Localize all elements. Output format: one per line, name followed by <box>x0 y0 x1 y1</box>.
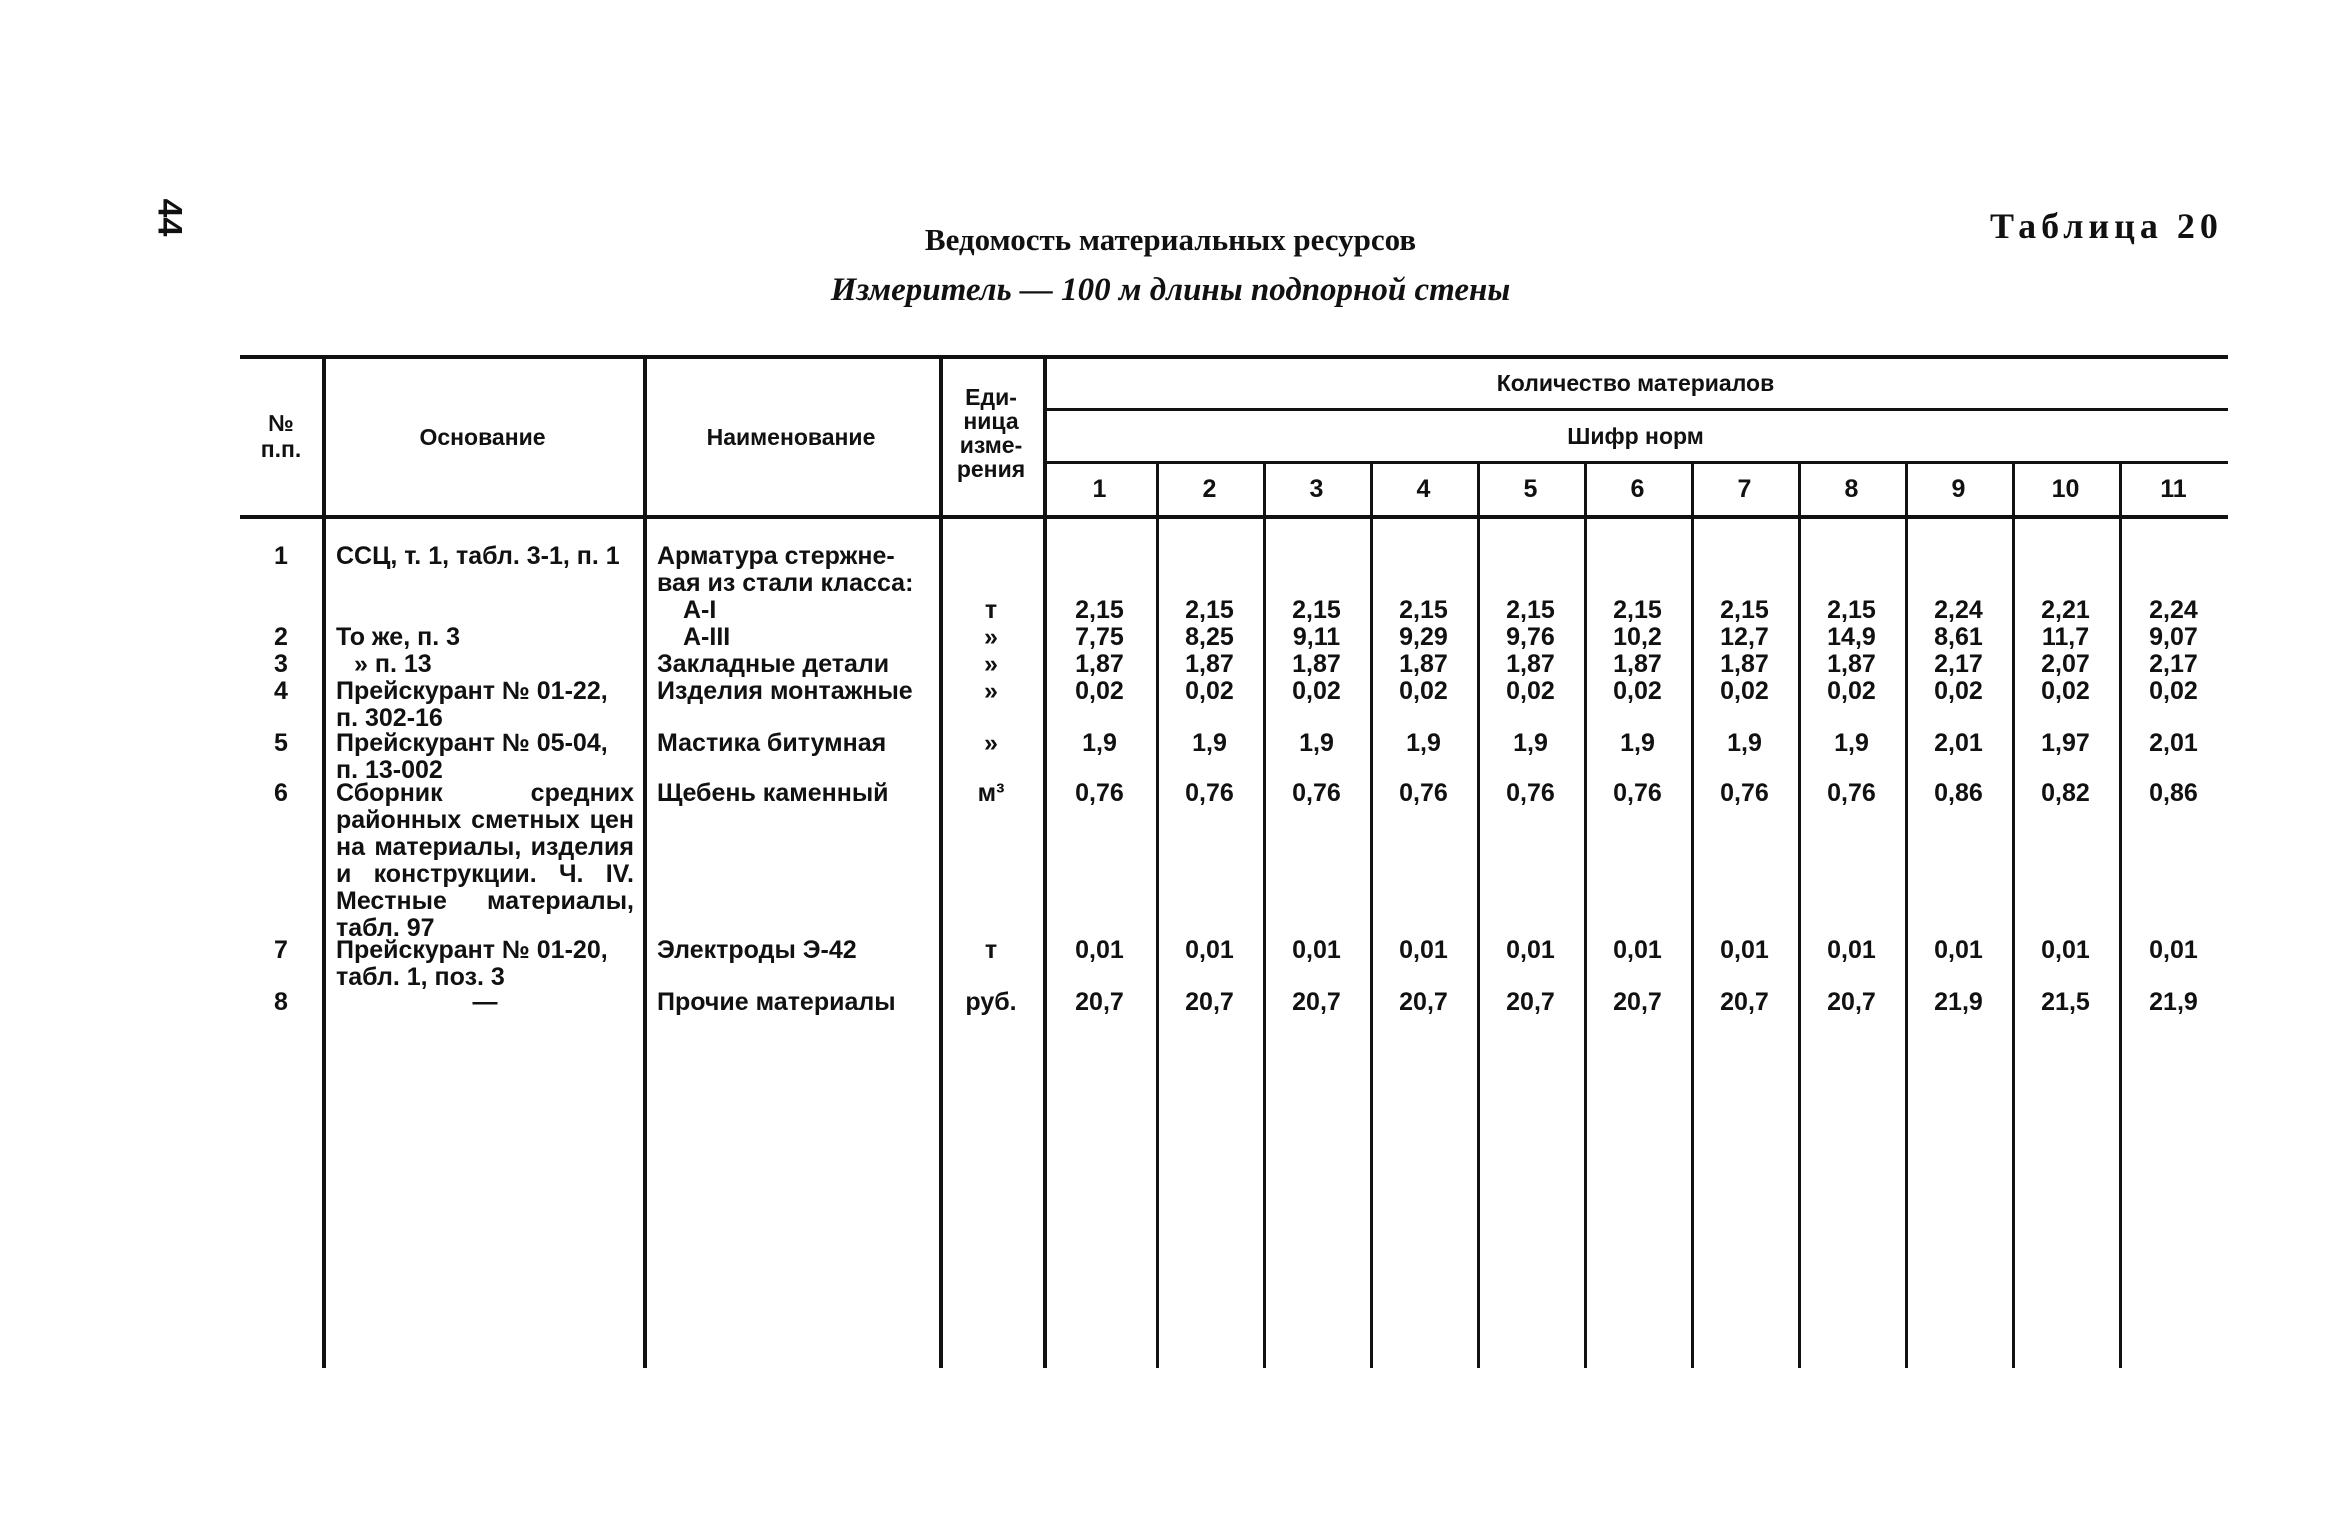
column-rule <box>322 355 326 1368</box>
column-rule <box>939 355 943 1368</box>
header-code-3: 3 <box>1309 475 1324 503</box>
row-value: 0,01 <box>1934 936 1983 964</box>
row-value: 0,82 <box>2041 779 2090 807</box>
row-unit: м³ <box>977 779 1005 807</box>
row-value: 2,15 <box>1399 596 1448 624</box>
row-value: 1,9 <box>1299 729 1334 757</box>
row-unit: т <box>984 936 998 964</box>
row-name: Мастика битумная <box>657 729 887 757</box>
row-unit: » <box>984 650 998 678</box>
row-value: 0,76 <box>1075 779 1124 807</box>
row-value: 2,15 <box>1185 596 1234 624</box>
row-num: 1 <box>274 542 288 570</box>
header-code-8: 8 <box>1844 475 1859 503</box>
row-name: Изделия монтажные <box>657 677 913 705</box>
header-divider-qty <box>1043 408 2228 411</box>
row-value: 9,76 <box>1506 623 1555 651</box>
row-value: 2,17 <box>1934 650 1983 678</box>
header-code-9: 9 <box>1951 475 1966 503</box>
row-num: 5 <box>274 729 288 757</box>
row-value: 20,7 <box>1506 988 1555 1016</box>
row-value: 7,75 <box>1075 623 1124 651</box>
row-value: 2,17 <box>2149 650 2198 678</box>
row-basis: ССЦ, т. 1, табл. 3-1, п. 1 <box>336 542 620 570</box>
row-num: 7 <box>274 936 288 964</box>
header-code-10: 10 <box>2051 475 2080 503</box>
row-value: 0,02 <box>2149 677 2198 705</box>
row-value: 0,01 <box>1399 936 1448 964</box>
row-value: 0,76 <box>1292 779 1341 807</box>
row-value: 0,02 <box>2041 677 2090 705</box>
row-value: 2,15 <box>1506 596 1555 624</box>
row-value: 0,86 <box>2149 779 2198 807</box>
row-value: 1,9 <box>1192 729 1227 757</box>
row-value: 1,87 <box>1075 650 1124 678</box>
row-value: 2,07 <box>2041 650 2090 678</box>
row-value: 2,15 <box>1292 596 1341 624</box>
row-value: 2,15 <box>1075 596 1124 624</box>
row-value: 20,7 <box>1827 988 1876 1016</box>
row-value: 1,87 <box>1506 650 1555 678</box>
row-value: 1,9 <box>1834 729 1869 757</box>
row-num: 3 <box>274 650 288 678</box>
row-value: 20,7 <box>1613 988 1662 1016</box>
row-value: 0,01 <box>2041 936 2090 964</box>
row-value: 1,87 <box>1399 650 1448 678</box>
row-basis: Прейскурант № 05-04, п. 13-002 <box>336 729 608 784</box>
row-value: 0,86 <box>1934 779 1983 807</box>
header-qty-group: Количество материалов <box>1496 370 1775 396</box>
row-value: 1,9 <box>1513 729 1548 757</box>
row-unit: » <box>984 729 998 757</box>
header-code-11: 11 <box>2160 475 2187 503</box>
row-value: 1,9 <box>1406 729 1441 757</box>
header-divider-codes <box>1043 461 2228 464</box>
row-name: А-III <box>683 623 731 651</box>
row-unit: руб. <box>965 988 1017 1016</box>
row-value: 0,01 <box>1827 936 1876 964</box>
row-value: 0,76 <box>1720 779 1769 807</box>
row-value: 1,87 <box>1827 650 1876 678</box>
row-value: 0,76 <box>1399 779 1448 807</box>
row-value: 21,9 <box>2149 988 2198 1016</box>
row-value: 0,76 <box>1827 779 1876 807</box>
row-unit: т <box>984 596 998 624</box>
row-basis: Прейскурант № 01-22, п. 302-16 <box>336 677 608 732</box>
row-value: 2,15 <box>1720 596 1769 624</box>
row-value: 1,9 <box>1082 729 1117 757</box>
document-subtitle: Измеритель — 100 м длины подпорной стены <box>830 272 1511 308</box>
row-value: 0,01 <box>1292 936 1341 964</box>
row-value: 0,76 <box>1506 779 1555 807</box>
row-value: 1,87 <box>1185 650 1234 678</box>
row-value: 0,01 <box>1185 936 1234 964</box>
page-number: 44 <box>150 198 189 237</box>
row-unit: » <box>984 677 998 705</box>
row-value: 2,21 <box>2041 596 2090 624</box>
header-unit: Еди- ница изме- рения <box>956 384 1026 482</box>
row-value: 0,02 <box>1827 677 1876 705</box>
row-value: 0,01 <box>1720 936 1769 964</box>
column-rule <box>1043 355 1047 1368</box>
row-value: 2,01 <box>1934 729 1983 757</box>
row-value: 10,2 <box>1613 623 1662 651</box>
row-num: 2 <box>274 623 288 651</box>
header-basis: Основание <box>419 424 546 450</box>
row-value: 2,24 <box>1934 596 1983 624</box>
row-basis: Сборник средних районных сметных цен на материалы, изделия и конструкции. Ч. IV. Местные материалы, табл. 97 <box>336 779 634 942</box>
header-code-5: 5 <box>1523 475 1538 503</box>
row-name: Электроды Э-42 <box>657 936 857 964</box>
column-rule <box>643 355 647 1368</box>
row-value: 20,7 <box>1720 988 1769 1016</box>
row-value: 20,7 <box>1185 988 1234 1016</box>
row-value: 0,01 <box>1613 936 1662 964</box>
row-value: 0,76 <box>1185 779 1234 807</box>
row-value: 9,07 <box>2149 623 2198 651</box>
row-value: 20,7 <box>1075 988 1124 1016</box>
row-value: 1,87 <box>1292 650 1341 678</box>
row-value: 2,15 <box>1827 596 1876 624</box>
row-value: 2,15 <box>1613 596 1662 624</box>
row-value: 20,7 <box>1399 988 1448 1016</box>
row-name: А-I <box>683 596 717 624</box>
row-value: 2,01 <box>2149 729 2198 757</box>
row-value: 11,7 <box>2041 623 2090 651</box>
row-value: 1,97 <box>2041 729 2090 757</box>
row-value: 21,5 <box>2041 988 2090 1016</box>
row-name: Арматура стержне- вая из стали класса: <box>657 542 914 597</box>
row-value: 0,76 <box>1613 779 1662 807</box>
row-unit: » <box>984 623 998 651</box>
header-name: Наименование <box>706 424 876 450</box>
row-value: 0,01 <box>1506 936 1555 964</box>
row-value: 0,01 <box>2149 936 2198 964</box>
document-title: Ведомость материальных ресурсов <box>924 222 1417 257</box>
row-value: 21,9 <box>1934 988 1983 1016</box>
header-code-group: Шифр норм <box>1567 423 1704 449</box>
row-num: 8 <box>274 988 288 1016</box>
row-value: 0,02 <box>1720 677 1769 705</box>
row-value: 12,7 <box>1720 623 1769 651</box>
row-value: 0,02 <box>1292 677 1341 705</box>
row-value: 1,87 <box>1613 650 1662 678</box>
row-value: 8,61 <box>1934 623 1983 651</box>
row-value: 0,02 <box>1934 677 1983 705</box>
row-basis: То же, п. 3 <box>336 623 460 651</box>
table-label: Таблица 20 <box>1990 206 2223 246</box>
row-name: Щебень каменный <box>657 779 889 807</box>
header-bottom-border <box>240 515 2228 519</box>
row-value: 0,02 <box>1613 677 1662 705</box>
header-code-6: 6 <box>1630 475 1645 503</box>
row-value: 9,29 <box>1399 623 1448 651</box>
row-value: 0,02 <box>1075 677 1124 705</box>
row-value: 8,25 <box>1185 623 1234 651</box>
row-num: 6 <box>274 779 288 807</box>
row-value: 0,02 <box>1185 677 1234 705</box>
row-value: 1,9 <box>1727 729 1762 757</box>
header-code-2: 2 <box>1202 475 1217 503</box>
row-basis: » п. 13 <box>354 650 432 678</box>
row-value: 0,01 <box>1075 936 1124 964</box>
header-code-7: 7 <box>1737 475 1752 503</box>
row-value: 14,9 <box>1827 623 1876 651</box>
row-value: 0,02 <box>1399 677 1448 705</box>
row-name: Закладные детали <box>657 650 890 678</box>
row-value: 9,11 <box>1292 623 1341 651</box>
row-value: 1,9 <box>1620 729 1655 757</box>
table-top-border <box>240 355 2228 359</box>
row-value: 20,7 <box>1292 988 1341 1016</box>
row-basis: Прейскурант № 01-20, табл. 1, поз. 3 <box>336 936 608 991</box>
header-num: № п.п. <box>260 410 302 462</box>
row-num: 4 <box>274 677 288 705</box>
header-code-4: 4 <box>1416 475 1431 503</box>
row-value: 1,87 <box>1720 650 1769 678</box>
row-name: Прочие материалы <box>657 988 896 1016</box>
row-value: 0,02 <box>1506 677 1555 705</box>
header-code-1: 1 <box>1092 475 1107 503</box>
row-basis: — <box>472 988 498 1016</box>
row-value: 2,24 <box>2149 596 2198 624</box>
